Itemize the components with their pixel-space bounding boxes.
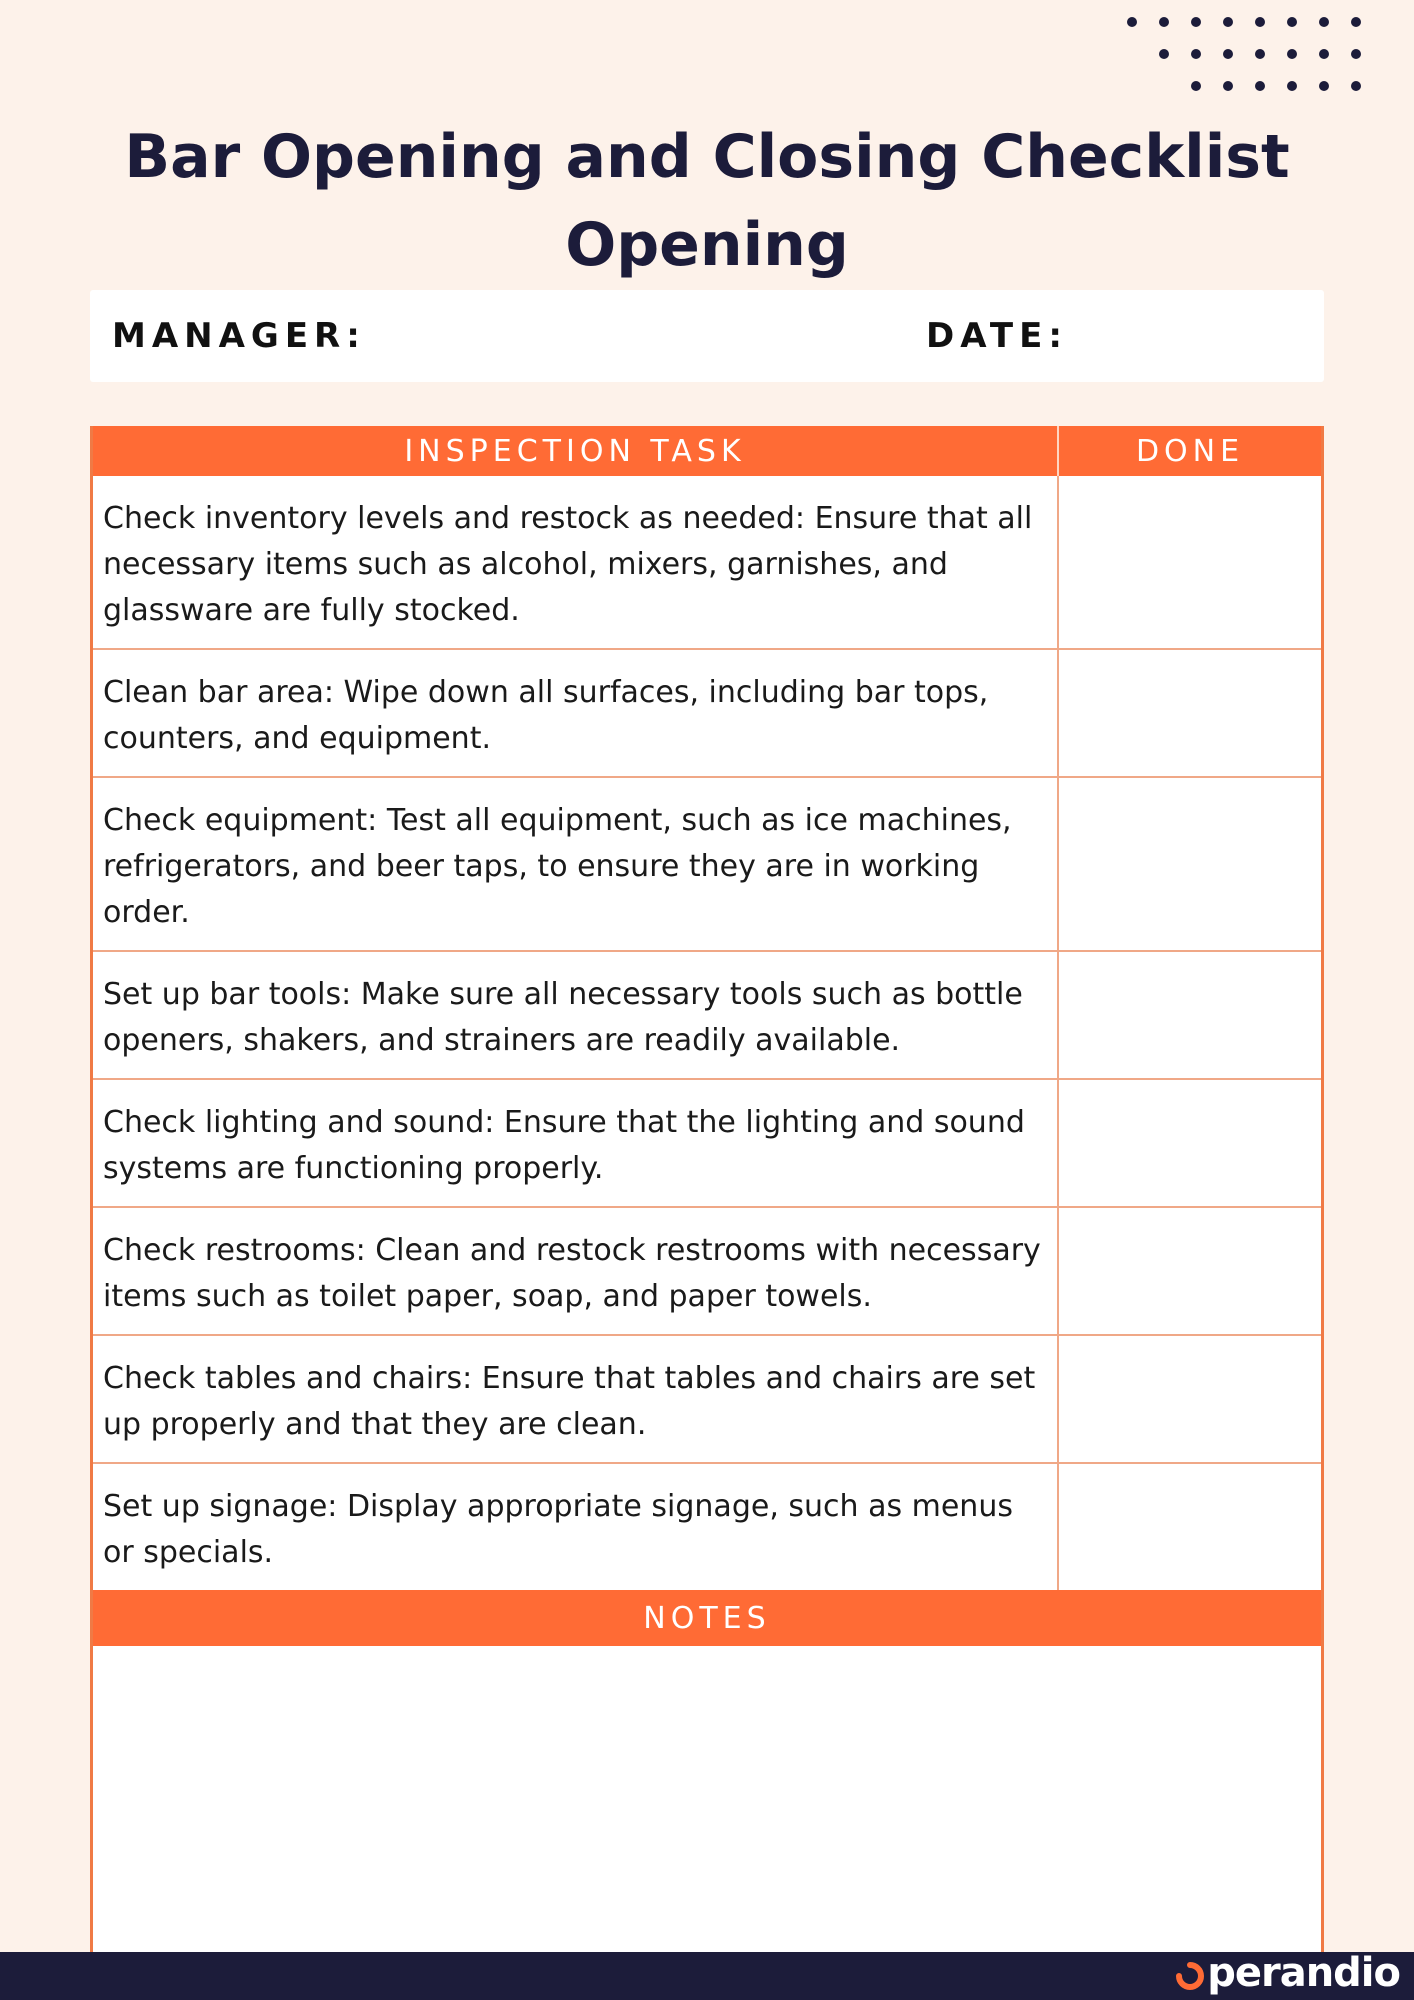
task-text: Clean bar area: Wipe down all surfaces, including bar tops, counters, and equipment. [93,650,1059,776]
done-checkbox-cell[interactable] [1059,650,1321,776]
operandio-logo-icon [1175,1961,1205,1991]
notes-area[interactable] [93,1646,1321,1996]
table-header-row [93,426,1321,476]
table-row [93,1208,1321,1336]
notes-header: NOTES [93,1590,1321,1646]
checklist-table [90,426,1324,1996]
done-checkbox-cell[interactable] [1059,778,1321,950]
task-text: Check tables and chairs: Ensure that tables and chairs are set up properly and that they are clean. [93,1336,1059,1462]
done-checkbox-cell[interactable] [1059,476,1321,648]
decorative-dot-grid [1124,14,1374,104]
footer-bar [0,1952,1414,2000]
page-subtitle: Opening [565,210,849,280]
task-text: Set up signage: Display appropriate signage, such as menus or specials. [93,1464,1059,1590]
done-checkbox-cell[interactable] [1059,1208,1321,1334]
task-text: Check equipment: Test all equipment, such as ice machines, refrigerators, and beer taps, to ensure they are in working order. [93,778,1059,950]
manager-date-box [90,290,1324,382]
table-row [93,1464,1321,1590]
date-label: DATE: [926,316,1068,356]
table-row [93,1336,1321,1464]
table-row [93,476,1321,650]
brand-name: perandio [1207,1950,1400,1996]
task-text: Check lighting and sound: Ensure that the lighting and sound systems are functioning properly. [93,1080,1059,1206]
task-text: Check restrooms: Clean and restock restrooms with necessary items such as toilet paper, soap, and paper towels. [93,1208,1059,1334]
table-row [93,952,1321,1080]
column-header-done: DONE [1135,433,1245,469]
brand-logo [1175,1950,1400,1996]
done-checkbox-cell[interactable] [1059,1080,1321,1206]
table-row [93,778,1321,952]
done-checkbox-cell[interactable] [1059,1464,1321,1590]
table-row [93,1080,1321,1208]
done-checkbox-cell[interactable] [1059,952,1321,1078]
page-title: Bar Opening and Closing Checklist [124,122,1290,192]
manager-label: MANAGER: [112,316,366,356]
task-text: Check inventory levels and restock as needed: Ensure that all necessary items such as alcohol, mixers, garnishes, and glassware are fully stocked. [93,476,1059,648]
table-row [93,650,1321,778]
column-header-inspection-task: INSPECTION TASK [93,426,1059,476]
task-text: Set up bar tools: Make sure all necessary tools such as bottle openers, shakers, and strainers are readily available. [93,952,1059,1078]
done-checkbox-cell[interactable] [1059,1336,1321,1462]
